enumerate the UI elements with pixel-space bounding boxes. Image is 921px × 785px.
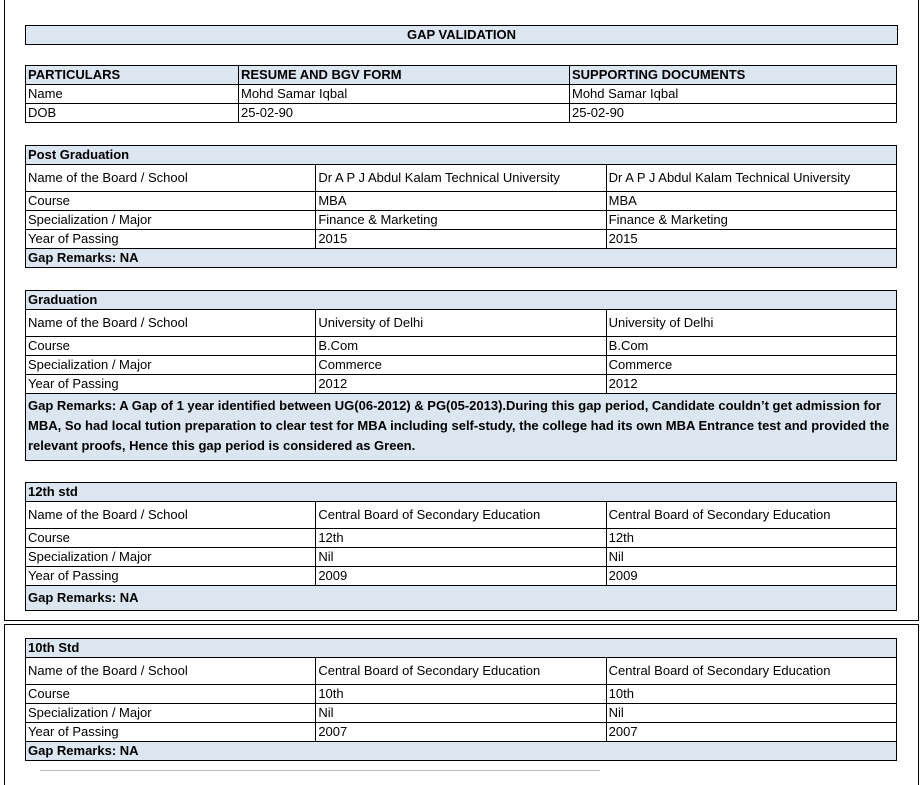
document-value: MBA xyxy=(606,192,896,211)
document-value: Nil xyxy=(606,704,896,723)
table-row xyxy=(26,85,897,104)
table-row xyxy=(26,548,897,567)
gap-remarks-row xyxy=(26,586,897,611)
document-value: B.Com xyxy=(606,337,896,356)
table-row xyxy=(26,337,897,356)
row-label: Course xyxy=(26,192,316,211)
resume-value: 10th xyxy=(316,685,606,704)
header-documents: SUPPORTING DOCUMENTS xyxy=(570,66,897,85)
section-heading-row xyxy=(26,483,897,502)
resume-value: Mohd Samar Iqbal xyxy=(239,85,570,104)
table-row xyxy=(26,104,897,123)
particulars-table xyxy=(25,65,897,123)
table-row xyxy=(26,192,897,211)
document-value: Commerce xyxy=(606,356,896,375)
resume-value: Central Board of Secondary Education xyxy=(316,502,606,529)
resume-value: MBA xyxy=(316,192,606,211)
table-row xyxy=(26,529,897,548)
document-value: University of Delhi xyxy=(606,310,896,337)
section-heading: 10th Std xyxy=(26,639,897,658)
resume-value: 2007 xyxy=(316,723,606,742)
section-heading-row xyxy=(26,146,897,165)
table-row xyxy=(26,502,897,529)
table-row xyxy=(26,685,897,704)
document-value: 25-02-90 xyxy=(570,104,897,123)
gap-remarks: Gap Remarks: NA xyxy=(26,586,897,611)
row-label: Year of Passing xyxy=(26,230,316,249)
resume-value: University of Delhi xyxy=(316,310,606,337)
document-value: 2012 xyxy=(606,375,896,394)
row-label: Course xyxy=(26,337,316,356)
row-label: Course xyxy=(26,529,316,548)
row-label: Specialization / Major xyxy=(26,548,316,567)
resume-value: Finance & Marketing xyxy=(316,211,606,230)
resume-value: Nil xyxy=(316,548,606,567)
gap-remarks: Gap Remarks: A Gap of 1 year identified between UG(06-2012) & PG(05-2013).During this gap period, Candidate couldn’t get admission for MBA, So had local tution preparation to clear test for MBA including self-study, the college had its own MBA Entrance test and provided the relevant proofs, Hence this gap period is considered as Green. xyxy=(26,394,897,461)
row-label: Specialization / Major xyxy=(26,356,316,375)
resume-value: Dr A P J Abdul Kalam Technical University xyxy=(316,165,606,192)
document-value: 2015 xyxy=(606,230,896,249)
table-row xyxy=(26,356,897,375)
resume-value: 25-02-90 xyxy=(239,104,570,123)
row-label: Name of the Board / School xyxy=(26,502,316,529)
resume-value: Commerce xyxy=(316,356,606,375)
table-row xyxy=(26,723,897,742)
graduation-table xyxy=(25,290,897,461)
section-heading: Graduation xyxy=(26,291,897,310)
gap-remarks-row xyxy=(26,742,897,761)
twelfth-std-table xyxy=(25,482,897,611)
document-value: Central Board of Secondary Education xyxy=(606,502,896,529)
row-label: DOB xyxy=(26,104,239,123)
table-row xyxy=(26,230,897,249)
table-header-row xyxy=(26,66,897,85)
post-graduation-table xyxy=(25,145,897,268)
gap-remarks: Gap Remarks: NA xyxy=(26,742,897,761)
table-row xyxy=(26,165,897,192)
document-value: 10th xyxy=(606,685,896,704)
section-heading: Post Graduation xyxy=(26,146,897,165)
row-label: Specialization / Major xyxy=(26,704,316,723)
table-row xyxy=(26,704,897,723)
document-value: Central Board of Secondary Education xyxy=(606,658,896,685)
document-value: 2007 xyxy=(606,723,896,742)
table-row xyxy=(26,658,897,685)
row-label: Year of Passing xyxy=(26,567,316,586)
tenth-std-table xyxy=(25,638,897,761)
section-heading: 12th std xyxy=(26,483,897,502)
gap-remarks: Gap Remarks: NA xyxy=(26,249,897,268)
row-label: Specialization / Major xyxy=(26,211,316,230)
resume-value: Nil xyxy=(316,704,606,723)
row-label: Year of Passing xyxy=(26,723,316,742)
row-label: Year of Passing xyxy=(26,375,316,394)
resume-value: 2009 xyxy=(316,567,606,586)
table-row xyxy=(26,567,897,586)
page-title: GAP VALIDATION xyxy=(25,25,898,45)
row-label: Name xyxy=(26,85,239,104)
table-row xyxy=(26,211,897,230)
gap-remarks-row xyxy=(26,394,897,461)
row-label: Name of the Board / School xyxy=(26,310,316,337)
resume-value: Central Board of Secondary Education xyxy=(316,658,606,685)
section-heading-row xyxy=(26,639,897,658)
row-label: Course xyxy=(26,685,316,704)
document-value: Mohd Samar Iqbal xyxy=(570,85,897,104)
header-particulars: PARTICULARS xyxy=(26,66,239,85)
row-label: Name of the Board / School xyxy=(26,165,316,192)
divider xyxy=(40,770,600,771)
document-value: 12th xyxy=(606,529,896,548)
resume-value: 2015 xyxy=(316,230,606,249)
document-value: Dr A P J Abdul Kalam Technical University xyxy=(606,165,896,192)
document-value: 2009 xyxy=(606,567,896,586)
gap-remarks-row xyxy=(26,249,897,268)
document-value: Nil xyxy=(606,548,896,567)
table-row xyxy=(26,310,897,337)
resume-value: B.Com xyxy=(316,337,606,356)
resume-value: 2012 xyxy=(316,375,606,394)
table-row xyxy=(26,375,897,394)
document-value: Finance & Marketing xyxy=(606,211,896,230)
row-label: Name of the Board / School xyxy=(26,658,316,685)
resume-value: 12th xyxy=(316,529,606,548)
section-heading-row xyxy=(26,291,897,310)
header-resume: RESUME AND BGV FORM xyxy=(239,66,570,85)
